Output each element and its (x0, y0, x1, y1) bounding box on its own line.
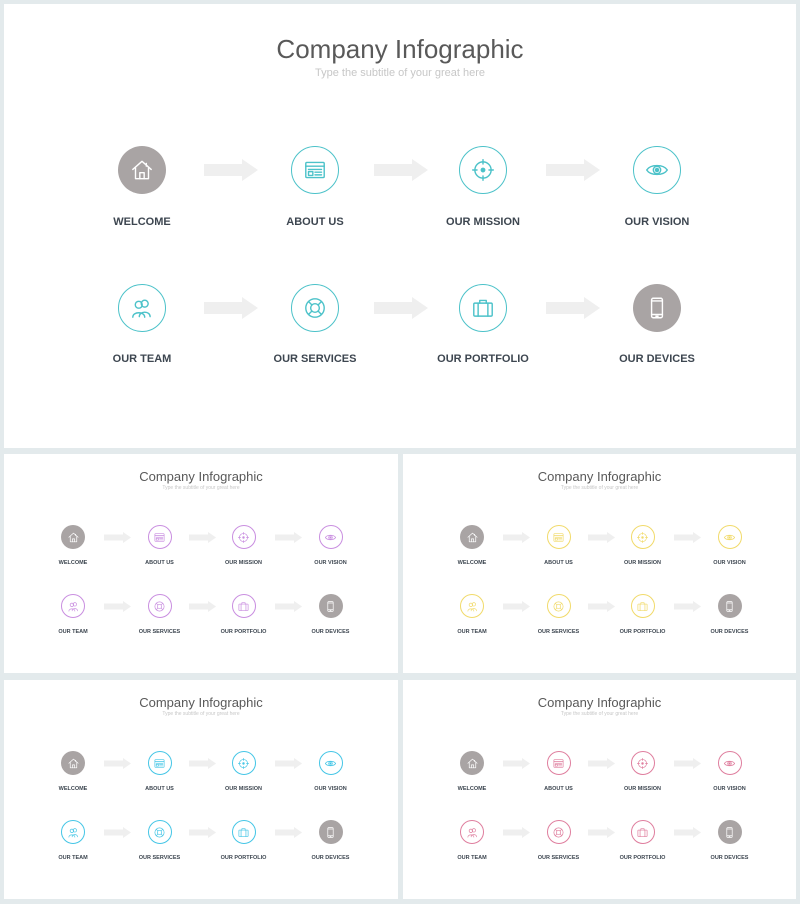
flow-arrow (104, 758, 131, 769)
step-label: OUR SERVICES (138, 628, 181, 635)
briefcase-icon (470, 295, 496, 321)
flow-arrow (204, 159, 258, 181)
step-circle-our-services (148, 594, 172, 618)
house-icon (466, 757, 479, 770)
step-label: OUR MISSION (624, 786, 661, 792)
step-circle-our-devices (718, 820, 742, 844)
lifebuoy-icon (153, 600, 166, 613)
slide-thumbnail-blue[interactable] (4, 680, 398, 899)
flow-arrow (189, 758, 216, 769)
smartphone-icon (723, 600, 736, 613)
briefcase-icon (237, 600, 250, 613)
flow-arrow (374, 297, 428, 319)
flow-arrow (275, 758, 302, 769)
step-circle-welcome (118, 146, 166, 194)
step-label: WELCOME (58, 786, 88, 792)
browser-window-icon (153, 531, 166, 544)
step-circle-our-portfolio (631, 594, 655, 618)
step-label: OUR SERVICES (537, 854, 580, 861)
step-circle-our-team (61, 820, 85, 844)
people-icon (466, 600, 479, 613)
step-label: OUR SERVICES (537, 628, 580, 635)
flow-arrow (104, 532, 131, 543)
step-circle-our-vision (319, 525, 343, 549)
step-circle-our-team (61, 594, 85, 618)
step-circle-our-portfolio (232, 594, 256, 618)
step-label: WELCOME (113, 216, 171, 228)
step-circle-our-devices (319, 820, 343, 844)
step-label: OUR MISSION (624, 560, 661, 566)
slide-subtitle: Type the subtitle of your great here (560, 485, 639, 491)
lifebuoy-icon (153, 826, 166, 839)
step-label: WELCOME (58, 560, 88, 566)
target-icon (237, 531, 250, 544)
slide-title: Company Infographic (139, 469, 263, 484)
step-circle-our-services (547, 820, 571, 844)
step-circle-about-us (547, 751, 571, 775)
step-label: OUR PORTFOLIO (619, 854, 666, 861)
step-label: OUR VISION (713, 560, 746, 566)
step-label: OUR TEAM (457, 854, 487, 861)
step-circle-our-services (547, 594, 571, 618)
step-circle-our-team (460, 594, 484, 618)
step-circle-about-us (291, 146, 339, 194)
flow-arrow (189, 827, 216, 838)
step-circle-our-mission (631, 751, 655, 775)
step-label: OUR SERVICES (273, 353, 357, 365)
flow-arrow (275, 601, 302, 612)
step-circle-our-vision (718, 751, 742, 775)
flow-arrow (503, 758, 530, 769)
browser-window-icon (153, 757, 166, 770)
step-circle-our-vision (718, 525, 742, 549)
slide-title: Company Infographic (537, 695, 662, 710)
step-label: ABOUT US (544, 786, 573, 792)
browser-window-icon (302, 157, 328, 183)
smartphone-icon (644, 295, 670, 321)
step-label: WELCOME (457, 786, 487, 792)
flow-arrow (503, 601, 530, 612)
browser-window-icon (552, 757, 565, 770)
step-label: WELCOME (457, 560, 487, 566)
house-icon (129, 157, 155, 183)
people-icon (466, 826, 479, 839)
people-icon (67, 826, 80, 839)
flow-arrow (374, 159, 428, 181)
step-label: OUR PORTFOLIO (437, 353, 529, 365)
step-label: OUR DEVICES (710, 854, 749, 861)
flow-arrow (674, 601, 701, 612)
step-label: OUR DEVICES (311, 628, 350, 635)
slide-thumbnail-pink[interactable] (403, 680, 796, 899)
step-circle-our-vision (633, 146, 681, 194)
step-circle-our-mission (232, 525, 256, 549)
step-circle-our-devices (633, 284, 681, 332)
step-label: OUR MISSION (225, 560, 262, 566)
step-circle-our-team (460, 820, 484, 844)
flow-arrow (204, 297, 258, 319)
step-label: OUR DEVICES (311, 854, 350, 861)
step-circle-our-portfolio (631, 820, 655, 844)
step-label: OUR PORTFOLIO (619, 628, 666, 635)
step-circle-our-mission (631, 525, 655, 549)
step-label: OUR TEAM (112, 353, 172, 365)
target-icon (636, 531, 649, 544)
slide-subtitle: Type the subtitle of your great here (162, 711, 240, 717)
step-circle-welcome (61, 525, 85, 549)
slide-title: Company Infographic (276, 34, 524, 64)
flow-arrow (503, 532, 530, 543)
step-circle-our-vision (319, 751, 343, 775)
smartphone-icon (324, 600, 337, 613)
step-circle-our-devices (319, 594, 343, 618)
step-label: OUR TEAM (58, 854, 88, 861)
flow-arrow (275, 827, 302, 838)
people-icon (67, 600, 80, 613)
slide-subtitle: Type the subtitle of your great here (315, 67, 485, 79)
briefcase-icon (636, 826, 649, 839)
step-label: OUR TEAM (457, 628, 487, 635)
house-icon (67, 757, 80, 770)
step-circle-our-team (118, 284, 166, 332)
eye-icon (324, 757, 337, 770)
step-circle-our-portfolio (459, 284, 507, 332)
slide-subtitle: Type the subtitle of your great here (560, 711, 639, 717)
browser-window-icon (552, 531, 565, 544)
step-label: OUR DEVICES (619, 353, 695, 365)
flow-arrow (503, 827, 530, 838)
step-label: OUR PORTFOLIO (220, 854, 267, 861)
step-circle-our-services (291, 284, 339, 332)
step-label: OUR MISSION (225, 786, 262, 792)
step-circle-our-services (148, 820, 172, 844)
flow-arrow (275, 532, 302, 543)
lifebuoy-icon (302, 295, 328, 321)
flow-arrow (674, 758, 701, 769)
step-label: ABOUT US (145, 786, 174, 792)
house-icon (67, 531, 80, 544)
flow-arrow (546, 159, 600, 181)
step-label: ABOUT US (286, 216, 344, 228)
flow-arrow (104, 827, 131, 838)
smartphone-icon (723, 826, 736, 839)
house-icon (466, 531, 479, 544)
eye-icon (723, 531, 736, 544)
step-label: OUR SERVICES (138, 854, 181, 861)
smartphone-icon (324, 826, 337, 839)
lifebuoy-icon (552, 600, 565, 613)
eye-icon (723, 757, 736, 770)
briefcase-icon (636, 600, 649, 613)
flow-arrow (189, 601, 216, 612)
slide-thumbnail-purple[interactable] (4, 454, 398, 673)
step-circle-welcome (460, 525, 484, 549)
slide-thumbnail-yellow[interactable] (403, 454, 796, 673)
flow-arrow (588, 758, 615, 769)
flow-arrow (189, 532, 216, 543)
step-circle-about-us (148, 525, 172, 549)
slide-title: Company Infographic (537, 469, 662, 484)
flow-arrow (588, 827, 615, 838)
step-label: OUR VISION (624, 216, 690, 228)
step-label: ABOUT US (544, 560, 573, 566)
step-circle-our-mission (459, 146, 507, 194)
eye-icon (644, 157, 670, 183)
step-label: ABOUT US (145, 560, 174, 566)
flow-arrow (104, 601, 131, 612)
flow-arrow (546, 297, 600, 319)
target-icon (237, 757, 250, 770)
step-circle-our-mission (232, 751, 256, 775)
step-label: OUR MISSION (446, 216, 520, 228)
main-slide[interactable] (4, 4, 796, 448)
step-circle-about-us (148, 751, 172, 775)
step-circle-about-us (547, 525, 571, 549)
flow-arrow (674, 827, 701, 838)
step-label: OUR VISION (713, 786, 746, 792)
target-icon (636, 757, 649, 770)
flow-arrow (588, 601, 615, 612)
step-label: OUR PORTFOLIO (220, 628, 267, 635)
briefcase-icon (237, 826, 250, 839)
flow-arrow (674, 532, 701, 543)
eye-icon (324, 531, 337, 544)
step-circle-welcome (61, 751, 85, 775)
step-label: OUR DEVICES (710, 628, 749, 635)
step-circle-our-devices (718, 594, 742, 618)
target-icon (470, 157, 496, 183)
people-icon (129, 295, 155, 321)
step-label: OUR VISION (314, 786, 347, 792)
lifebuoy-icon (552, 826, 565, 839)
flow-arrow (588, 532, 615, 543)
slide-subtitle: Type the subtitle of your great here (162, 485, 240, 491)
step-label: OUR TEAM (58, 628, 88, 635)
slide-title: Company Infographic (139, 695, 263, 710)
step-circle-our-portfolio (232, 820, 256, 844)
step-circle-welcome (460, 751, 484, 775)
step-label: OUR VISION (314, 560, 347, 566)
